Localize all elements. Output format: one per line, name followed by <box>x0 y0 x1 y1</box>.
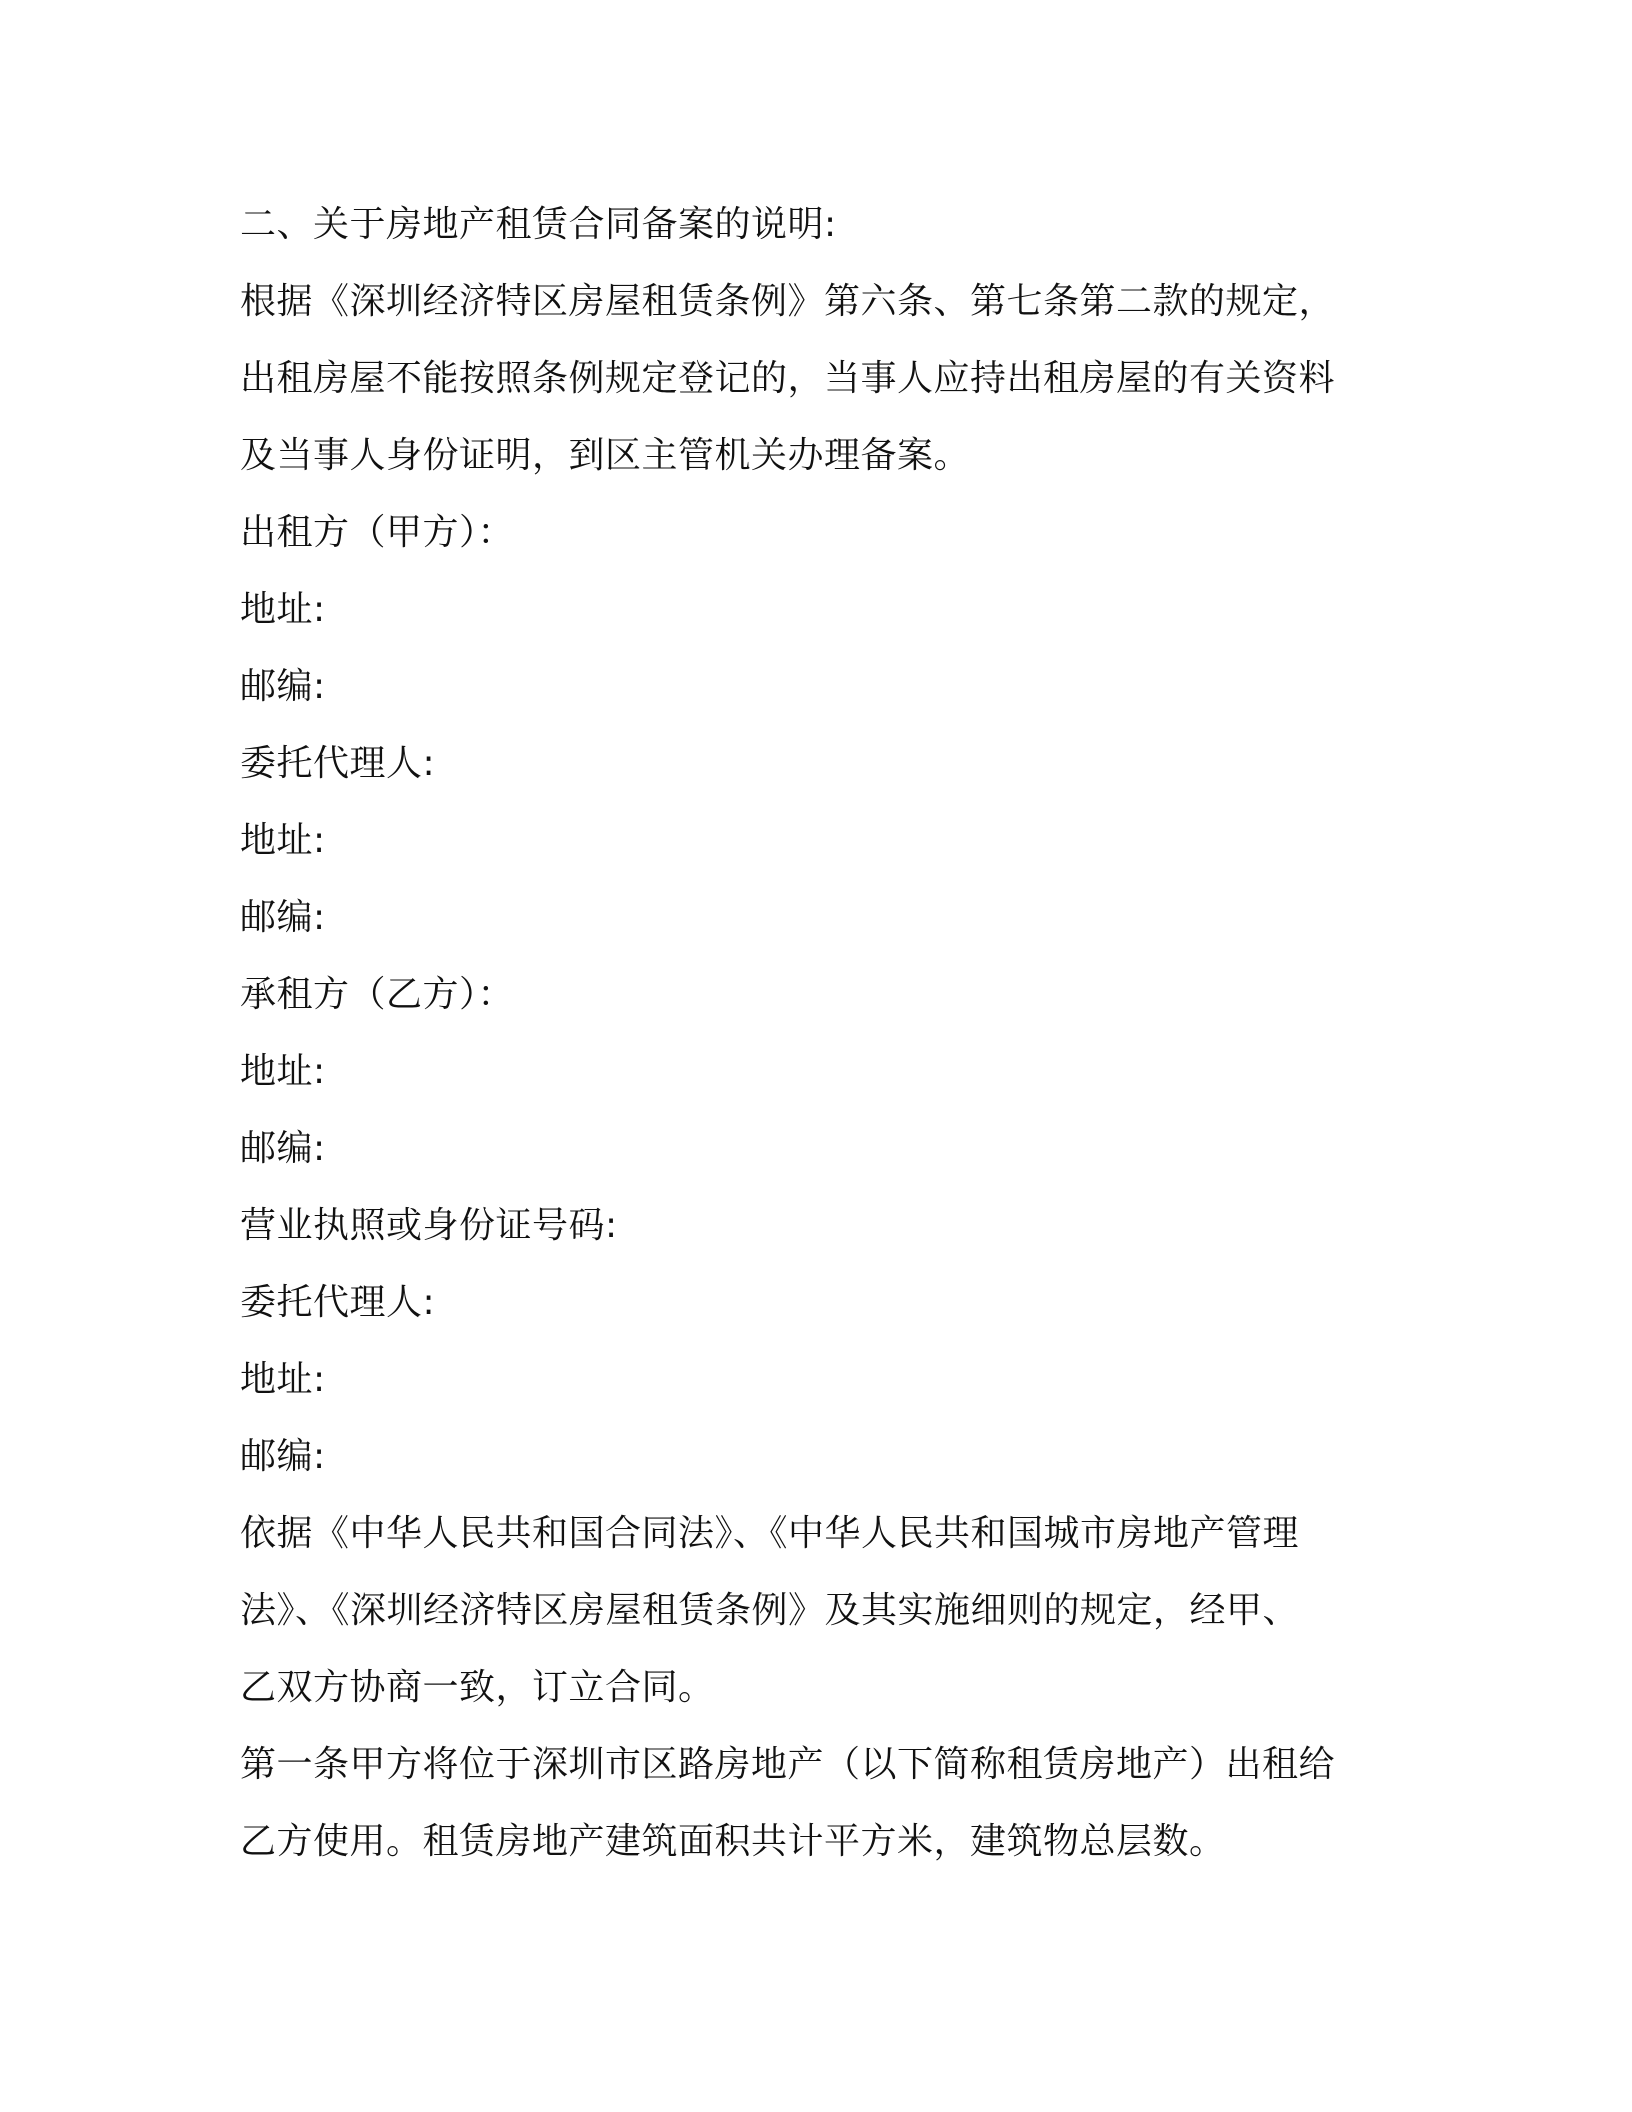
document-body <box>240 186 1390 1880</box>
paragraph-line: 根据《深圳经济特区房屋租赁条例》第六条、第七条第二款的规定， <box>240 281 1336 322</box>
address-field-label: 地址: <box>240 1051 326 1092</box>
article-one-line: 第一条甲方将位于深圳市区路房地产（以下简称租赁房地产）出租给 <box>240 1744 1336 1785</box>
paragraph-line: 及当事人身份证明，到区主管机关办理备案。 <box>240 435 971 476</box>
paragraph-line: 乙双方协商一致，订立合同。 <box>240 1667 715 1708</box>
address-field-label: 地址: <box>240 1359 326 1400</box>
paragraph-line: 出租房屋不能按照条例规定登记的，当事人应持出租房屋的有关资料 <box>240 358 1336 399</box>
lessor-label: 出租方（甲方）： <box>240 512 515 553</box>
agent-field-label: 委托代理人: <box>240 743 436 784</box>
license-id-field-label: 营业执照或身份证号码: <box>240 1205 618 1246</box>
paragraph-line: 依据《中华人民共和国合同法》、《中华人民共和国城市房地产管理 <box>240 1513 1300 1554</box>
postcode-field-label: 邮编: <box>240 666 326 707</box>
postcode-field-label: 邮编: <box>240 1128 326 1169</box>
agent-field-label: 委托代理人: <box>240 1282 436 1323</box>
section-heading: 二、关于房地产租赁合同备案的说明: <box>240 204 837 245</box>
address-field-label: 地址: <box>240 820 326 861</box>
address-field-label: 地址: <box>240 589 326 630</box>
postcode-field-label: 邮编: <box>240 1436 326 1477</box>
paragraph-line: 法》、《深圳经济特区房屋租赁条例》及其实施细则的规定，经甲、 <box>240 1590 1300 1631</box>
postcode-field-label: 邮编: <box>240 897 326 938</box>
article-one-line: 乙方使用。租赁房地产建筑面积共计平方米，建筑物总层数。 <box>240 1821 1226 1862</box>
lessee-label: 承租方（乙方）： <box>240 974 515 1015</box>
